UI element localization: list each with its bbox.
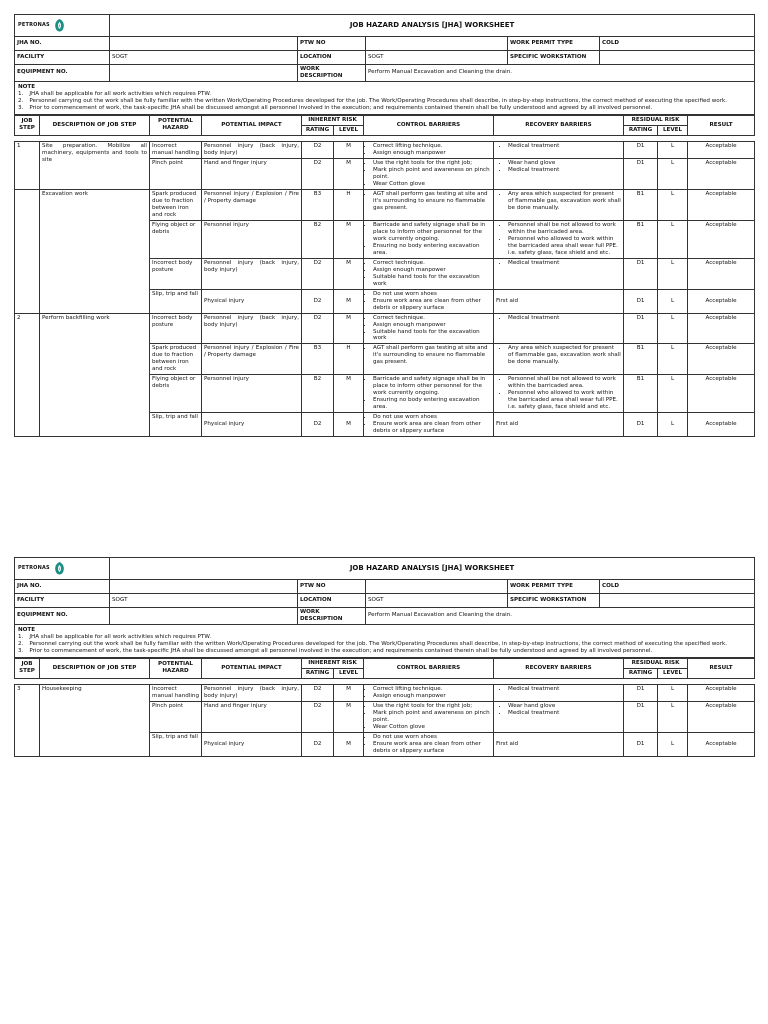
col-potential-impact: POTENTIAL IMPACT [202, 115, 302, 135]
inherent-rating: D2 [302, 701, 334, 732]
location-value: SOGT [366, 594, 508, 608]
residual-level: L [658, 684, 688, 701]
result-value: Acceptable [688, 141, 755, 158]
recovery-barrier-list [496, 260, 621, 267]
residual-rating: D1 [624, 732, 658, 756]
inherent-rating: D2 [302, 684, 334, 701]
potential-impact: Personnel injury / Explosion / Fire / Property damage [202, 344, 302, 375]
result-value: Acceptable [688, 684, 755, 701]
worksheet-title: JOB HAZARD ANALYSIS [JHA] WORKSHEET [110, 15, 755, 37]
col-inherent-rating: RATING [302, 125, 334, 135]
control-barriers [364, 158, 494, 189]
recovery-barrier-item: • Medical treatment [508, 167, 621, 174]
col-recovery-barriers: RECOVERY BARRIERS [494, 658, 624, 678]
col-residual-level: LEVEL [658, 668, 688, 678]
table-row [15, 141, 755, 158]
col-potential-hazard: POTENTIAL HAZARD [150, 115, 202, 135]
control-barrier-item: • Ensuring no body entering excavation area. [373, 397, 491, 411]
recovery-barriers [494, 158, 624, 189]
inherent-rating: B3 [302, 344, 334, 375]
control-barriers [364, 141, 494, 158]
control-barrier-list [366, 703, 491, 731]
control-barrier-item: • Do not use worn shoes [373, 414, 491, 421]
jha-no-value [110, 37, 298, 51]
recovery-barrier-text: First aid [496, 421, 519, 428]
recovery-barrier-list [496, 160, 621, 174]
work-description-value: Perform Manual Excavation and Cleaning the drain. [366, 65, 755, 82]
potential-hazard: Slip, trip and fall [150, 732, 202, 756]
facility-value: SOGT [110, 594, 298, 608]
recovery-barriers [494, 413, 624, 437]
result-value: Acceptable [688, 220, 755, 258]
potential-impact: Personnel injury [202, 220, 302, 258]
control-barriers [364, 189, 494, 220]
recovery-barriers [494, 189, 624, 220]
residual-level: L [658, 289, 688, 313]
hazard-table [14, 658, 755, 757]
job-step-description: Site preparation. Mobilize all machinery, equipments and tools to site [40, 141, 150, 189]
inherent-level: M [334, 141, 364, 158]
recovery-barrier-item: • Wear hand glove [508, 703, 621, 710]
note-item [18, 641, 751, 648]
residual-level: L [658, 158, 688, 189]
inherent-level: M [334, 732, 364, 756]
potential-impact: Hand and finger injury [202, 701, 302, 732]
inherent-level: M [334, 684, 364, 701]
job-step-description: Excavation work [40, 189, 150, 313]
logo-cell [15, 558, 110, 580]
note-num: 2. [18, 640, 24, 647]
residual-level: L [658, 313, 688, 344]
inherent-rating: D2 [302, 413, 334, 437]
control-barriers [364, 732, 494, 756]
note-item [18, 91, 751, 98]
residual-level: L [658, 258, 688, 289]
control-barrier-list [366, 143, 491, 157]
facility-label: FACILITY [15, 51, 110, 65]
control-barrier-item: • Mark pinch point and awareness on pinch point. [373, 167, 491, 181]
job-step-number: 1 [15, 141, 40, 189]
potential-hazard: Flying object or debris [150, 220, 202, 258]
hazard-rows [15, 141, 755, 436]
col-result: RESULT [688, 115, 755, 135]
control-barrier-item: • Do not use worn shoes [373, 291, 491, 298]
potential-hazard: Spark produced due to fraction between iron and rock [150, 344, 202, 375]
note-num: 1. [18, 90, 24, 97]
logo-cell [15, 15, 110, 37]
control-barrier-list [366, 734, 491, 755]
job-step-number: 3 [15, 684, 40, 756]
inherent-level: M [334, 289, 364, 313]
result-value: Acceptable [688, 313, 755, 344]
result-value: Acceptable [688, 289, 755, 313]
ptw-no-label: PTW NO [298, 580, 366, 594]
control-barriers [364, 258, 494, 289]
result-value: Acceptable [688, 258, 755, 289]
note-text: Personnel carrying out the work shall be fully familiar with the written Work/Operating Procedures developed for the job. The Work/Operating Procedures shall describe, in step-by-step instructions, the correct method of executing the specified work. [29, 97, 728, 104]
residual-level: L [658, 141, 688, 158]
inherent-level: H [334, 189, 364, 220]
work-permit-type-label: WORK PERMIT TYPE [508, 580, 600, 594]
note-num: 3. [18, 104, 24, 111]
potential-hazard: Pinch point [150, 158, 202, 189]
ptw-no-label: PTW NO [298, 37, 366, 51]
potential-impact: Personnel injury (back injury, body injury) [202, 313, 302, 344]
potential-hazard: Pinch point [150, 701, 202, 732]
inherent-rating: D2 [302, 141, 334, 158]
residual-level: L [658, 344, 688, 375]
control-barriers [364, 289, 494, 313]
table-row [15, 313, 755, 344]
note-block [15, 624, 755, 657]
potential-impact: Personnel injury / Explosion / Fire / Property damage [202, 189, 302, 220]
control-barriers [364, 344, 494, 375]
residual-rating: B1 [624, 220, 658, 258]
control-barriers [364, 701, 494, 732]
col-job-step: JOB STEP [15, 658, 40, 678]
control-barrier-item: • Suitable hand tools for the excavation work [373, 329, 491, 343]
control-barrier-item: • Do not use worn shoes [373, 734, 491, 741]
col-residual-risk: RESIDUAL RISK [624, 658, 688, 668]
control-barrier-item: • Wear Cotton glove [373, 181, 491, 188]
hazard-rows [15, 684, 755, 756]
residual-rating: B1 [624, 375, 658, 413]
job-step-description: Perform backfilling work [40, 313, 150, 437]
inherent-level: H [334, 344, 364, 375]
work-permit-type-value: COLD [600, 37, 755, 51]
control-barrier-list [366, 191, 491, 212]
residual-rating: D1 [624, 701, 658, 732]
note-text: Prior to commencement of work, the task-specific JHA shall be discussed amongst all personnel involved in the execution; and requirements contained therein shall be fully understood and agreed by all involved personnel. [29, 104, 653, 111]
recovery-barrier-item: • Medical treatment [508, 143, 621, 150]
petronas-logo [18, 561, 106, 576]
col-description: DESCRIPTION OF JOB STEP [40, 658, 150, 678]
col-job-step: JOB STEP [15, 115, 40, 135]
note-block [15, 81, 755, 114]
result-value: Acceptable [688, 375, 755, 413]
note-text: JHA shall be applicable for all work activities which requires PTW. [29, 90, 212, 97]
recovery-barrier-text: First aid [496, 740, 519, 747]
worksheet-title: JOB HAZARD ANALYSIS [JHA] WORKSHEET [110, 558, 755, 580]
recovery-barrier-item: • Wear hand glove [508, 160, 621, 167]
recovery-barrier-item: • Medical treatment [508, 315, 621, 322]
recovery-barrier-item: • Medical treatment [508, 710, 621, 717]
note-num: 2. [18, 97, 24, 104]
inherent-rating: D2 [302, 258, 334, 289]
potential-hazard: Slip, trip and fall [150, 413, 202, 437]
col-control-barriers: CONTROL BARRIERS [364, 658, 494, 678]
control-barrier-item: • Barricade and safety signage shall be in place to inform other personnel for the work currently ongoing. [373, 376, 491, 397]
recovery-barrier-item: • Personnel who allowed to work within the barricaded area shall wear full PPE. i.e. safety glass, face shield and etc. [508, 236, 621, 257]
specific-workstation-value [600, 51, 755, 65]
control-barrier-item: • Wear Cotton glove [373, 724, 491, 731]
potential-impact: Personnel injury [202, 375, 302, 413]
note-text: JHA shall be applicable for all work activities which requires PTW. [29, 633, 212, 640]
residual-level: L [658, 220, 688, 258]
recovery-barrier-list [496, 703, 621, 717]
note-item [18, 105, 751, 112]
col-recovery-barriers: RECOVERY BARRIERS [494, 115, 624, 135]
recovery-barrier-list [496, 222, 621, 257]
control-barriers [364, 220, 494, 258]
result-value: Acceptable [688, 158, 755, 189]
recovery-barrier-item: • Personnel shall be not allowed to work within the barricaded area. [508, 222, 621, 236]
residual-rating: D1 [624, 158, 658, 189]
ptw-no-value [366, 37, 508, 51]
note-label: NOTE [18, 83, 36, 90]
residual-level: L [658, 732, 688, 756]
specific-workstation-label: SPECIFIC WORKSTATION [508, 51, 600, 65]
control-barrier-item: • Assign enough manpower [373, 322, 491, 329]
control-barrier-item: • Mark pinch point and awareness on pinch point. [373, 710, 491, 724]
control-barriers [364, 413, 494, 437]
control-barrier-item: • Assign enough manpower [373, 150, 491, 157]
residual-rating: D1 [624, 258, 658, 289]
recovery-barrier-list [496, 143, 621, 150]
residual-level: L [658, 375, 688, 413]
inherent-level: M [334, 258, 364, 289]
col-residual-level: LEVEL [658, 125, 688, 135]
col-potential-hazard: POTENTIAL HAZARD [150, 658, 202, 678]
col-residual-rating: RATING [624, 668, 658, 678]
inherent-rating: B2 [302, 220, 334, 258]
recovery-barrier-item: • Any area which suspected for present of flammable gas, excavation work shall be done manually. [508, 191, 621, 212]
petronas-emblem-icon [53, 561, 66, 576]
recovery-barriers [494, 313, 624, 344]
worksheet-page-2 [14, 557, 754, 757]
col-description: DESCRIPTION OF JOB STEP [40, 115, 150, 135]
note-num: 3. [18, 647, 24, 654]
recovery-barrier-item: • Medical treatment [508, 260, 621, 267]
potential-hazard: Flying object or debris [150, 375, 202, 413]
petronas-logo [18, 18, 106, 33]
control-barrier-list [366, 345, 491, 366]
note-label: NOTE [18, 626, 36, 633]
control-barrier-item: • Ensure work area are clean from other debris or slippery surface [373, 741, 491, 755]
potential-hazard: Incorrect body posture [150, 313, 202, 344]
work-description-label: WORK DESCRIPTION [298, 65, 366, 82]
facility-value: SOGT [110, 51, 298, 65]
potential-hazard: Slip, trip and fall [150, 289, 202, 313]
location-label: LOCATION [298, 51, 366, 65]
recovery-barriers [494, 701, 624, 732]
control-barrier-item: • Assign enough manpower [373, 693, 491, 700]
hazard-table [14, 115, 755, 437]
residual-rating: D1 [624, 413, 658, 437]
specific-workstation-label: SPECIFIC WORKSTATION [508, 594, 600, 608]
residual-rating: D1 [624, 684, 658, 701]
control-barrier-item: • AGT shall perform gas testing at site and it's surrounding to ensure no flammable gas present. [373, 345, 491, 366]
control-barrier-item: • Correct technique. [373, 260, 491, 267]
table-row [15, 189, 755, 220]
residual-rating: D1 [624, 289, 658, 313]
location-label: LOCATION [298, 594, 366, 608]
recovery-barrier-list [496, 376, 621, 411]
recovery-barrier-item: • Medical treatment [508, 686, 621, 693]
control-barrier-item: • Suitable hand tools for the excavation work [373, 274, 491, 288]
header-table [14, 14, 755, 115]
residual-level: L [658, 413, 688, 437]
col-potential-impact: POTENTIAL IMPACT [202, 658, 302, 678]
control-barrier-list [366, 315, 491, 343]
potential-impact: Personnel injury (back injury, body injury) [202, 141, 302, 158]
note-num: 1. [18, 633, 24, 640]
recovery-barrier-item: • Personnel who allowed to work within the barricaded area shall wear full PPE. i.e. safety glass, face shield and etc. [508, 390, 621, 411]
col-control-barriers: CONTROL BARRIERS [364, 115, 494, 135]
recovery-barrier-text: First aid [496, 297, 519, 304]
job-step-description: Housekeeping [40, 684, 150, 756]
equipment-no-label: EQUIPMENT NO. [15, 65, 110, 82]
inherent-level: M [334, 313, 364, 344]
residual-rating: D1 [624, 141, 658, 158]
result-value: Acceptable [688, 344, 755, 375]
header-table [14, 557, 755, 658]
residual-rating: B1 [624, 189, 658, 220]
potential-impact: Hand and finger injury [202, 158, 302, 189]
recovery-barriers [494, 732, 624, 756]
recovery-barrier-list [496, 345, 621, 366]
control-barrier-list [366, 222, 491, 257]
inherent-rating: D2 [302, 732, 334, 756]
recovery-barrier-item: • Any area which suspected for present of flammable gas, excavation work shall be done manually. [508, 345, 621, 366]
jha-no-label: JHA NO. [15, 580, 110, 594]
jha-no-label: JHA NO. [15, 37, 110, 51]
control-barriers [364, 684, 494, 701]
col-inherent-rating: RATING [302, 668, 334, 678]
equipment-no-value [110, 65, 298, 82]
inherent-level: M [334, 220, 364, 258]
result-value: Acceptable [688, 413, 755, 437]
work-description-label: WORK DESCRIPTION [298, 608, 366, 625]
note-text: Personnel carrying out the work shall be fully familiar with the written Work/Operating Procedures developed for the job. The Work/Operating Procedures shall describe, in step-by-step instructions, the correct method of executing the specified work. [29, 640, 728, 647]
work-permit-type-value: COLD [600, 580, 755, 594]
control-barrier-list [366, 376, 491, 411]
inherent-level: M [334, 413, 364, 437]
recovery-barrier-list [496, 686, 621, 693]
control-barrier-item: • Barricade and safety signage shall be in place to inform other personnel for the work currently ongoing. [373, 222, 491, 243]
recovery-barriers [494, 141, 624, 158]
inherent-rating: B2 [302, 375, 334, 413]
potential-impact: Personnel injury (back injury, body injury) [202, 684, 302, 701]
worksheet-page-1 [14, 14, 754, 437]
recovery-barrier-list [496, 315, 621, 322]
control-barrier-list [366, 686, 491, 700]
logo-text: PETRONAS [18, 22, 50, 29]
work-permit-type-label: WORK PERMIT TYPE [508, 37, 600, 51]
potential-hazard: Incorrect body posture [150, 258, 202, 289]
control-barriers [364, 313, 494, 344]
control-barriers [364, 375, 494, 413]
note-item [18, 634, 751, 641]
inherent-rating: D2 [302, 289, 334, 313]
potential-hazard: Spark produced due to fraction between iron and rock [150, 189, 202, 220]
location-value: SOGT [366, 51, 508, 65]
table-row [15, 684, 755, 701]
col-residual-risk: RESIDUAL RISK [624, 115, 688, 125]
inherent-level: M [334, 375, 364, 413]
col-inherent-risk: INHERENT RISK [302, 658, 364, 668]
recovery-barriers [494, 258, 624, 289]
col-inherent-level: LEVEL [334, 668, 364, 678]
recovery-barriers [494, 344, 624, 375]
logo-text: PETRONAS [18, 565, 50, 572]
specific-workstation-value [600, 594, 755, 608]
note-item [18, 648, 751, 655]
residual-level: L [658, 701, 688, 732]
note-item [18, 98, 751, 105]
control-barrier-item: • AGT shall perform gas testing at site and it's surrounding to ensure no flammable gas present. [373, 191, 491, 212]
col-inherent-risk: INHERENT RISK [302, 115, 364, 125]
potential-impact: Physical injury [202, 732, 302, 756]
control-barrier-item: • Ensuring no body entering excavation area. [373, 243, 491, 257]
col-residual-rating: RATING [624, 125, 658, 135]
col-result: RESULT [688, 658, 755, 678]
recovery-barriers [494, 375, 624, 413]
residual-rating: B1 [624, 344, 658, 375]
inherent-rating: D2 [302, 313, 334, 344]
control-barrier-item: • Use the right tools for the right job; [373, 160, 491, 167]
control-barrier-list [366, 160, 491, 188]
control-barrier-item: • Correct lifting technique. [373, 686, 491, 693]
equipment-no-label: EQUIPMENT NO. [15, 608, 110, 625]
result-value: Acceptable [688, 732, 755, 756]
residual-rating: D1 [624, 313, 658, 344]
result-value: Acceptable [688, 701, 755, 732]
control-barrier-list [366, 414, 491, 435]
recovery-barrier-item: • Personnel shall be not allowed to work within the barricaded area. [508, 376, 621, 390]
inherent-level: M [334, 701, 364, 732]
ptw-no-value [366, 580, 508, 594]
jha-no-value [110, 580, 298, 594]
inherent-level: M [334, 158, 364, 189]
control-barrier-item: • Correct technique. [373, 315, 491, 322]
potential-impact: Physical injury [202, 413, 302, 437]
control-barrier-item: • Assign enough manpower [373, 267, 491, 274]
control-barrier-item: • Use the right tools for the right job; [373, 703, 491, 710]
equipment-no-value [110, 608, 298, 625]
control-barrier-list [366, 291, 491, 312]
result-value: Acceptable [688, 189, 755, 220]
recovery-barriers [494, 220, 624, 258]
potential-impact: Physical injury [202, 289, 302, 313]
potential-hazard: Incorrect manual handling [150, 684, 202, 701]
residual-level: L [658, 189, 688, 220]
col-inherent-level: LEVEL [334, 125, 364, 135]
inherent-rating: D2 [302, 158, 334, 189]
job-step-number: 2 [15, 313, 40, 437]
control-barrier-item: • Ensure work area are clean from other debris or slippery surface [373, 298, 491, 312]
recovery-barrier-list [496, 191, 621, 212]
recovery-barriers [494, 289, 624, 313]
inherent-rating: B3 [302, 189, 334, 220]
job-step-number [15, 189, 40, 313]
potential-hazard: Incorrect manual handling [150, 141, 202, 158]
work-description-value: Perform Manual Excavation and Cleaning the drain. [366, 608, 755, 625]
note-text: Prior to commencement of work, the task-specific JHA shall be discussed amongst all personnel involved in the execution; and requirements contained therein shall be fully understood and agreed by all involved personnel. [29, 647, 653, 654]
petronas-emblem-icon [53, 18, 66, 33]
facility-label: FACILITY [15, 594, 110, 608]
control-barrier-item: • Ensure work area are clean from other debris or slippery surface [373, 421, 491, 435]
control-barrier-list [366, 260, 491, 288]
recovery-barriers [494, 684, 624, 701]
control-barrier-item: • Correct lifting technique. [373, 143, 491, 150]
potential-impact: Personnel injury (back injury, body injury) [202, 258, 302, 289]
